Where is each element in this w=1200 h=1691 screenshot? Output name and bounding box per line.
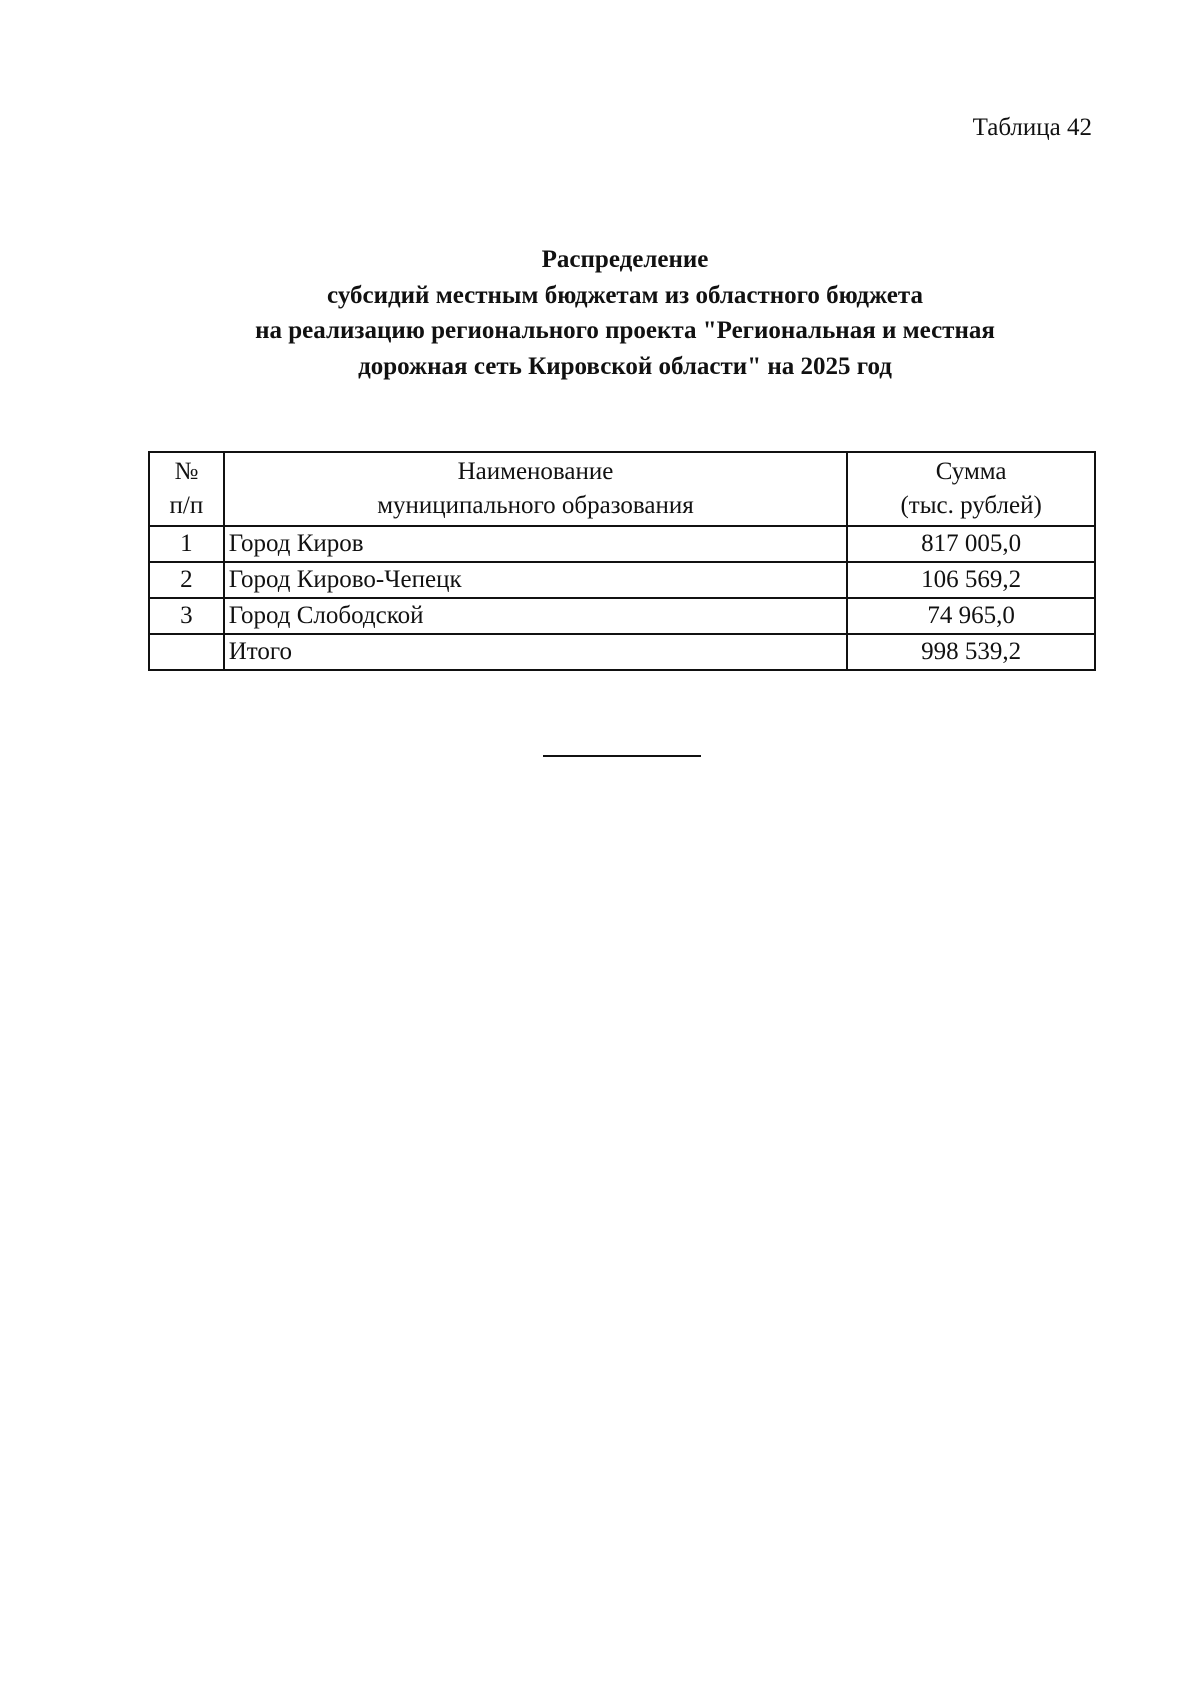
header-sum: [847, 452, 1095, 526]
closing-rule: [543, 755, 701, 757]
title-line-3: на реализацию регионального проекта "Региональная и местная: [255, 317, 995, 344]
header-name-line-1: Наименование: [457, 458, 614, 485]
header-number: [149, 452, 224, 526]
title-line-2: субсидий местным бюджетам из областного бюджета: [327, 281, 923, 309]
title-line-1: Распределение: [541, 246, 709, 273]
header-sum-line-2: (тыс. рублей): [900, 492, 1042, 519]
title-line-4: дорожная сеть Кировской области" на 2025 год: [358, 352, 892, 380]
row-number: 3: [149, 598, 224, 634]
header-name-line-2: муниципального образования: [377, 492, 694, 519]
total-number: [149, 634, 224, 670]
header-number-line-2: п/п: [169, 492, 204, 519]
total-sum: 998 539,2: [847, 634, 1095, 670]
table-row: [149, 598, 1095, 634]
header-number-line-1: №: [174, 458, 199, 485]
row-name: Город Кирово-Чепецк: [224, 562, 848, 598]
row-name: Город Слободской: [224, 598, 848, 634]
document-title: [150, 242, 1100, 384]
header-name: [224, 452, 848, 526]
row-sum: 74 965,0: [847, 598, 1095, 634]
table-row: [149, 526, 1095, 562]
distribution-table: [148, 451, 1096, 671]
table-number: Таблица 42: [972, 114, 1092, 141]
row-name: Город Киров: [224, 526, 848, 562]
header-sum-line-1: Сумма: [935, 458, 1007, 485]
table-row: [149, 562, 1095, 598]
row-sum: 106 569,2: [847, 562, 1095, 598]
row-sum: 817 005,0: [847, 526, 1095, 562]
total-label: Итого: [224, 634, 848, 670]
row-number: 1: [149, 526, 224, 562]
table-header-row: [149, 452, 1095, 526]
total-row: [149, 634, 1095, 670]
row-number: 2: [149, 562, 224, 598]
